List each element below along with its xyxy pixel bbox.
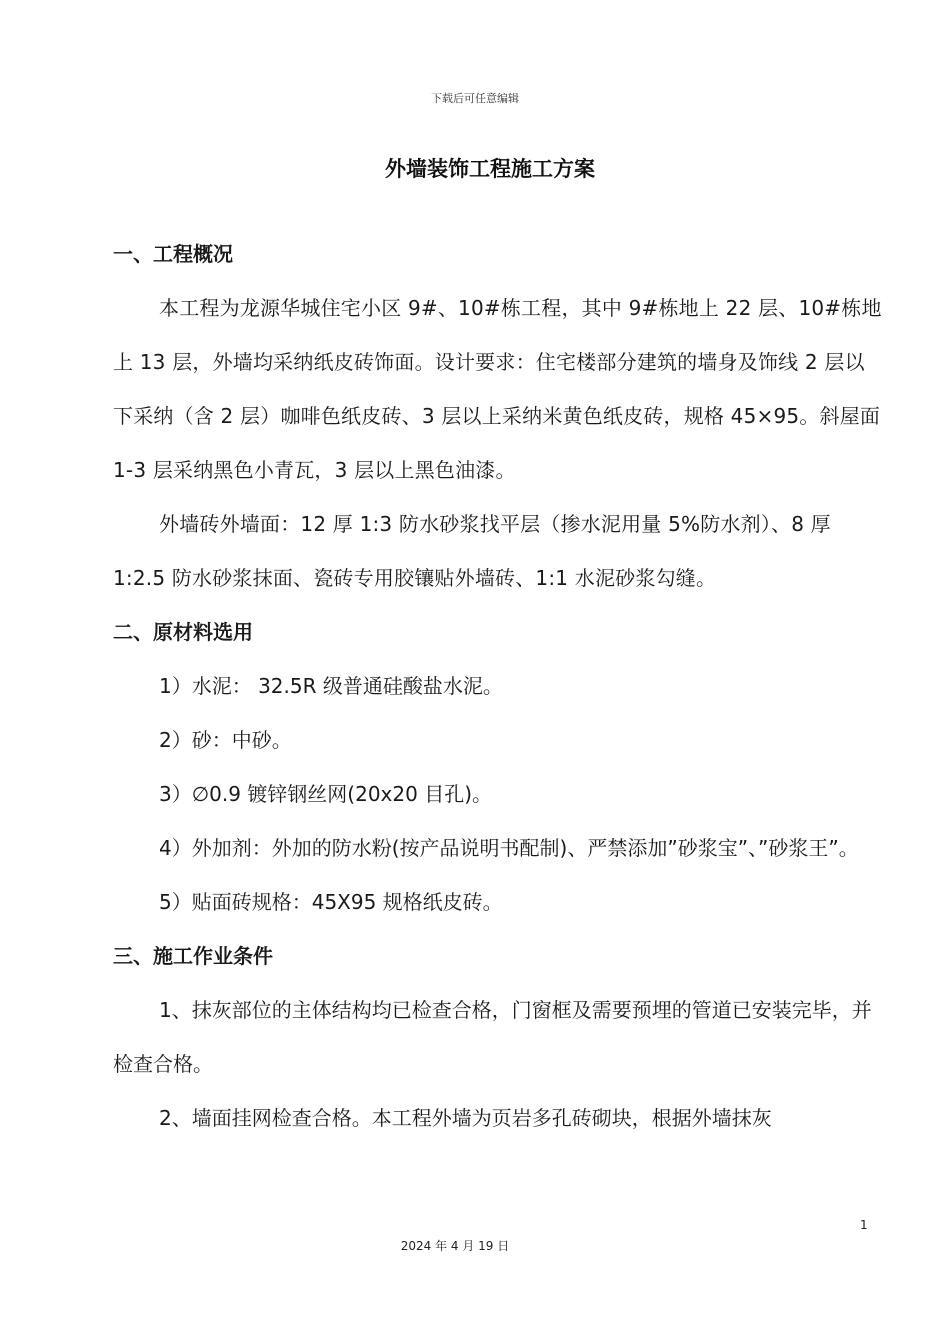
document-title: 外墙装饰工程施工方案 bbox=[385, 157, 595, 181]
material-item: 5）贴面砖规格：45X95 规格纸皮砖。 bbox=[159, 890, 503, 914]
section-heading-materials: 二、原材料选用 bbox=[113, 620, 253, 644]
overview-paragraph: 本工程为龙源华城住宅小区 9#、10#栋工程，其中 9#栋地上 22 层、10#栋地上 13 层，外墙均采纳纸皮砖饰面。设计要求：住宅楼部分建筑的墙身及饰线 2 层以下采纳（含 2 层）咖啡色纸皮砖、3 层以上采纳米黄色纸皮砖，规格 45×95。斜屋面 1-3 层采纳黑色小青瓦，3 层以上黑色油漆。 bbox=[113, 296, 887, 482]
material-item: 2）砂：中砂。 bbox=[159, 728, 292, 752]
document-body bbox=[113, 235, 887, 1145]
material-item: 3）∅0.9 镀锌钢丝网(20x20 目孔)。 bbox=[159, 782, 493, 806]
header-note: 下载后可任意编辑 bbox=[431, 92, 519, 105]
section-heading-overview: 一、工程概况 bbox=[113, 242, 233, 266]
material-item: 4）外加剂：外加的防水粉(按产品说明书配制)、严禁添加”砂浆宝”、”砂浆王”。 bbox=[159, 836, 859, 860]
page-number: 1 bbox=[860, 1218, 868, 1232]
material-item: 1）水泥： 32.5R 级普通硅酸盐水泥。 bbox=[159, 674, 503, 698]
footer-date: 2024 年 4 月 19 日 bbox=[400, 1239, 510, 1253]
condition-item: 1、抹灰部位的主体结构均已检查合格，门窗框及需要预埋的管道已安装完毕，并检查合格。 bbox=[113, 998, 872, 1076]
condition-item: 2、墙面挂网检查合格。本工程外墙为页岩多孔砖砌块，根据外墙抹灰 bbox=[159, 1106, 772, 1130]
section-heading-conditions: 三、施工作业条件 bbox=[113, 944, 273, 968]
exterior-wall-paragraph: 外墙砖外墙面：12 厚 1:3 防水砂浆找平层（掺水泥用量 5%防水剂）、8 厚 1:2.5 防水砂浆抹面、瓷砖专用胶镶贴外墙砖、1:1 水泥砂浆勾缝。 bbox=[113, 512, 838, 590]
